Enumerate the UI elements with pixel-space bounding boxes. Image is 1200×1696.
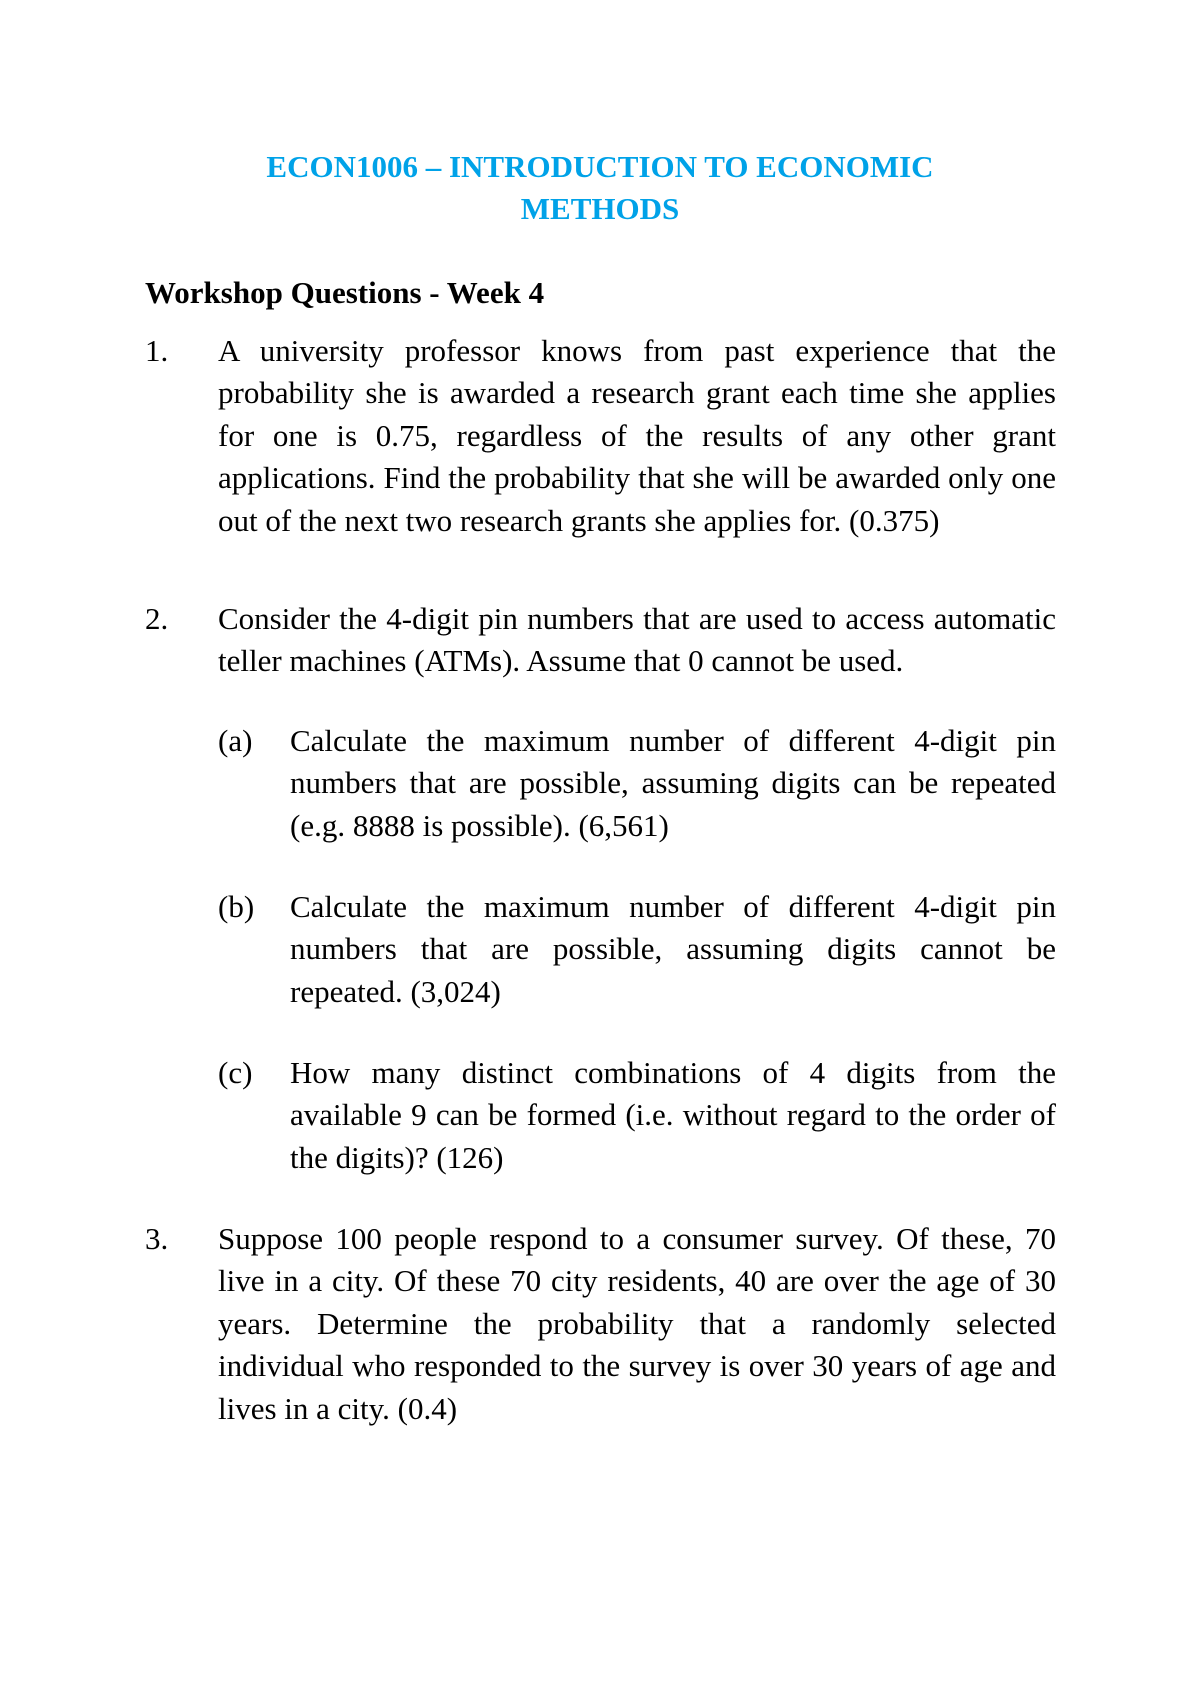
question-2b-label: (b) <box>218 889 255 924</box>
document-title-line2: METHODS <box>520 191 680 226</box>
question-3-number: 3. <box>145 1221 169 1256</box>
question-3-text: Suppose 100 people respond to a consumer survey. Of these, 70 live in a city. Of these 70 city residents, 40 are over the age of 30 years. Determine the probability that a randomly selected individual who responded to the survey is over 30 years of age and lives in a city. (0.4) <box>218 1221 1056 1426</box>
question-1-text: A university professor knows from past experience that the probability she is awarded a research grant each time she applies for one is 0.75, regardless of the results of any other grant applications. Find the probability that she will be awarded only one out of the next two research grants she applies for. (0.375) <box>218 333 1056 538</box>
question-2-number: 2. <box>145 601 169 636</box>
document-title-line1: ECON1006 – INTRODUCTION TO ECONOMIC <box>266 149 934 184</box>
workshop-heading: Workshop Questions - Week 4 <box>145 275 545 310</box>
question-1-number: 1. <box>145 333 169 368</box>
question-2a-label: (a) <box>218 723 253 758</box>
question-2b-text: Calculate the maximum number of different 4-digit pin numbers that are possible, assuming digits cannot be repeated. (3,024) <box>290 889 1056 1009</box>
question-2c-label: (c) <box>218 1055 253 1090</box>
question-2a-text: Calculate the maximum number of different 4-digit pin numbers that are possible, assuming digits can be repeated (e.g. 8888 is possible). (6,561) <box>290 723 1056 843</box>
question-2c-text: How many distinct combinations of 4 digits from the available 9 can be formed (i.e. without regard to the order of the digits)? (126) <box>290 1055 1056 1175</box>
question-2-text: Consider the 4-digit pin numbers that are used to access automatic teller machines (ATMs). Assume that 0 cannot be used. <box>218 601 1056 679</box>
